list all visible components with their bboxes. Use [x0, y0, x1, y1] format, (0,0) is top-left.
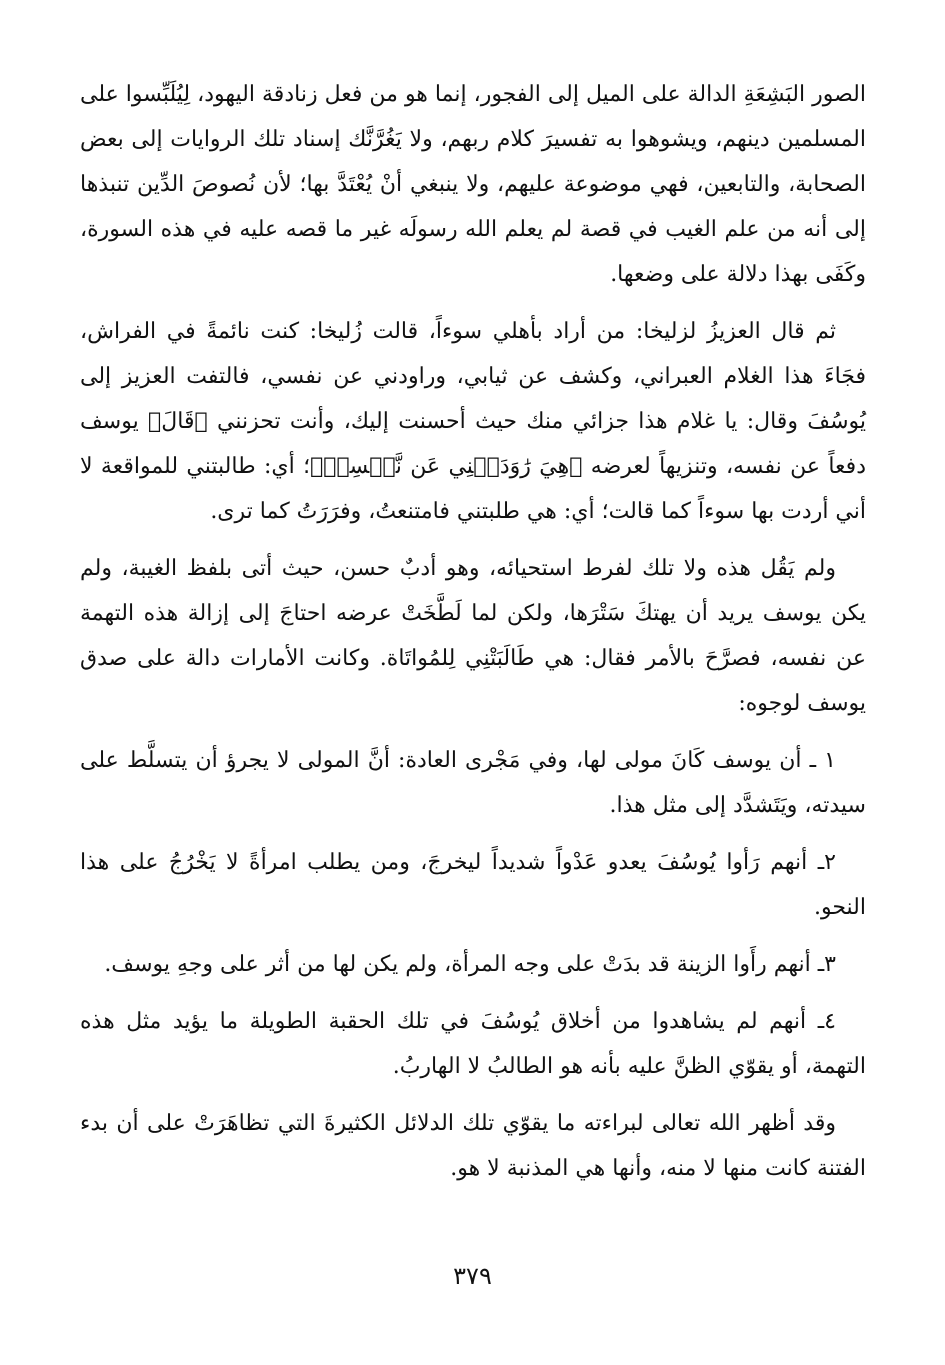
paragraph-final: وقد أظهر الله تعالى لبراءته ما يقوّي تلك الدلائل الكثيرةَ التي تظاهَرَتْ على أن بدء الفتنة كانت منها لا منه، وأنها هي المذنبة لا هو. [80, 1111, 866, 1181]
list-item-3: ٣ـ أنهم رأَوا الزينة قد بدَتْ على وجه المرأة، ولم يكن لها من أثر على وجهِ يوسف. [104, 952, 836, 977]
paragraph-3: ولم يَقُل هذه ولا تلك لفرط استحيائه، وهو أدبٌ حسن، حيث أتى بلفظ الغيبة، ولم يكن يوسف يريد أن يهتكَ سَتْرَها، ولكن لما لَطَّخَتْ عرضه احتاجَ إلى إزالة هذه التهمة عن نفسه، فصرَّحَ بالأمر فقال: هي طَالَبَتْنِي لِلمُواتَاة. وكانت الأمارات دالة على صدق يوسف لوجوه: [80, 556, 866, 716]
paragraph-2: ثم قال العزيزُ لزليخا: من أراد بأهلي سوءاً، قالت زُليخا: كنت نائمةً في الفراش، فجَاءَ هذا الغلام العبراني، وكشف عن ثيابي، وراودني عن نفسي، فالتفت العزيز إلى يُوسُفَ وقال: يا غلام هذا جزائي منك حيث أحسنت إليك، وأنت تحزنني ﴿قَالَ﴾ يوسف دفعاً عن نفسه، وتنزيهاً لعرضه ﴿هِيَ رَٰوَدَتۡنِي عَن نَّفۡسِيۚ﴾؛ أي: طالبتني للمواقعة لا أني أردت بها سوءاً كما قالت؛ أي: هي طلبتني فامتنعتُ، وفرَرَتُ كما ترى. [80, 319, 866, 524]
list-item-4: ٤ـ أنهم لم يشاهدوا من أخلاق يُوسُفَ في تلك الحقبة الطويلة ما يؤيد مثل هذه التهمة، أو يقوّي الظنَّ عليه بأنه هو الطالبُ لا الهاربُ. [80, 1009, 866, 1079]
paragraph-1: الصور البَشِعَةِ الدالة على الميل إلى الفجور، إنما هو من فعل زنادقة اليهود، لِيُلَبِّسوا على المسلمين دينهم، ويشوهوا به تفسيرَ كلام ربهم، ولا يَغُرَّنَّك إسناد تلك الروايات إلى بعض الصحابة، والتابعين، فهي موضوعة عليهم، ولا ينبغي أنْ يُعْتَدَّ بها؛ لأن نُصوصَ الدِّين تنبذها إلى أنه من علم الغيب في قصة لم يعلم الله رسولَه غير ما قصه عليه في هذه السورة، وكَفَى بهذا دلالة على وضعها. [80, 82, 866, 287]
page-number: ٣٧٩ [453, 1262, 492, 1290]
page-body [80, 72, 866, 1203]
list-item-1: ١ ـ أن يوسف كَانَ مولى لها، وفي مَجْرى العادة: أنَّ المولى لا يجرؤ أن يتسلَّط على سيدته، ويَتَشدَّد إلى مثل هذا. [80, 748, 866, 818]
list-item-2: ٢ـ أنهم رَأوا يُوسُفَ يعدو عَدْواً شديداً ليخرجَ، ومن يطلب امرأةً لا يَخْرُجُ على هذا النحو. [80, 850, 866, 920]
